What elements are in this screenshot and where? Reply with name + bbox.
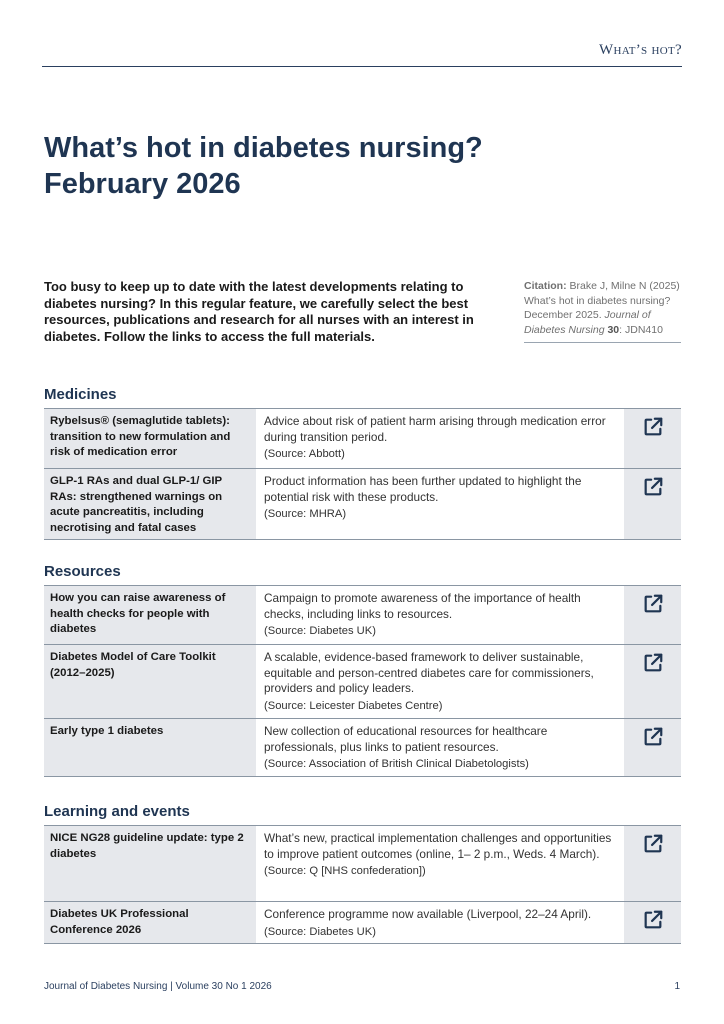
section-title: Learning and events [44,803,190,820]
title-line-2: February 2026 [44,168,241,200]
row-description [256,719,624,776]
row-title: Diabetes UK Professional Conference 2026 [44,902,256,943]
table-row [44,826,681,902]
external-link-icon [642,726,664,748]
row-source: (Source: Leicester Diabetes Centre) [264,699,443,712]
row-description [256,586,624,644]
external-link-icon [642,416,664,438]
external-link-button[interactable] [624,719,681,776]
row-description [256,469,624,539]
table-row [44,409,681,469]
section-title: Medicines [44,386,117,403]
resource-table [44,825,681,944]
row-title: NICE NG28 guideline update: type 2 diabetes [44,826,256,901]
row-title: Rybelsus® (semaglutide tablets): transition to new formulation and risk of medication error [44,409,256,468]
external-link-icon [642,909,664,931]
row-description [256,645,624,718]
row-description [256,826,624,901]
external-link-button[interactable] [624,469,681,539]
row-source: (Source: Q [NHS confederation]) [264,865,426,877]
header-rule [42,66,682,67]
intro-paragraph: Too busy to keep up to date with the latest developments relating to diabetes nursing? In this regular feature, we carefully select the best resources, publications and research for all nurses with an interest in diabetes. Follow the links to access the full materials. [44,279,474,344]
row-title: GLP-1 RAs and dual GLP-1/ GIP RAs: strengthened warnings on acute pancreatitis, including necrotising and fatal cases [44,469,256,539]
external-link-icon [642,833,664,855]
page-title [44,130,483,202]
page-footer [44,981,680,992]
row-title: How you can raise awareness of health checks for people with diabetes [44,586,256,644]
external-link-icon [642,652,664,674]
footer-journal: Journal of Diabetes Nursing | Volume 30 No 1 2026 [44,981,272,992]
section-learning-events [44,803,681,944]
external-link-button[interactable] [624,902,681,943]
citation-label: Citation: [524,280,567,292]
table-row [44,902,681,944]
row-source: (Source: Diabetes UK) [264,925,376,938]
external-link-icon [642,476,664,498]
page-number: 1 [674,981,680,992]
external-link-button[interactable] [624,586,681,644]
table-row [44,719,681,777]
row-desc-text: Product information has been further updated to highlight the potential risk with these products. [264,474,582,504]
row-desc-text: Conference programme now available (Liverpool, 22–24 April). [264,907,592,921]
resource-table [44,408,681,540]
row-description [256,409,624,468]
row-desc-text: Advice about risk of patient harm arising through medication error during transition period. [264,414,606,444]
external-link-button[interactable] [624,409,681,468]
row-title: Early type 1 diabetes [44,719,256,776]
row-source: (Source: Diabetes UK) [264,625,376,637]
row-desc-text: What’s new, practical implementation challenges and opportunities to improve patient outcomes (online, 1– 2 p.m., Weds. 4 March). [264,831,612,861]
external-link-button[interactable] [624,826,681,901]
section-medicines [44,386,681,540]
row-desc-text: Campaign to promote awareness of the importance of health checks, including links to resources. [264,591,581,621]
row-description [256,902,624,943]
section-resources [44,563,681,777]
external-link-button[interactable] [624,645,681,718]
table-row [44,469,681,540]
external-link-icon [642,593,664,615]
citation-journal: Journal of Diabetes Nursing [524,309,651,336]
row-desc-text: A scalable, evidence-based framework to deliver sustainable, equitable and person-centred diabetes care for commissioners, providers and policy leaders. [264,650,594,695]
table-row [44,645,681,719]
title-line-1: What’s hot in diabetes nursing? [44,132,483,164]
row-desc-text: New collection of educational resources for healthcare professionals, plus links to patient resources. [264,724,548,754]
section-title: Resources [44,563,121,580]
row-source: (Source: Association of British Clinical Diabetologists) [264,758,529,770]
resource-table [44,585,681,777]
row-source: (Source: MHRA) [264,508,347,520]
table-row [44,586,681,645]
row-source: (Source: Abbott) [264,448,345,460]
row-title: Diabetes Model of Care Toolkit (2012–2025) [44,645,256,718]
citation-volume: 30 [604,323,620,336]
running-head: What’s hot? [599,42,682,58]
citation-box [524,279,681,343]
citation-id: : JDN410 [619,323,663,336]
citation-authors: Brake J, Milne N (2025) What’s hot in diabetes nursing? December 2025. [524,280,680,321]
